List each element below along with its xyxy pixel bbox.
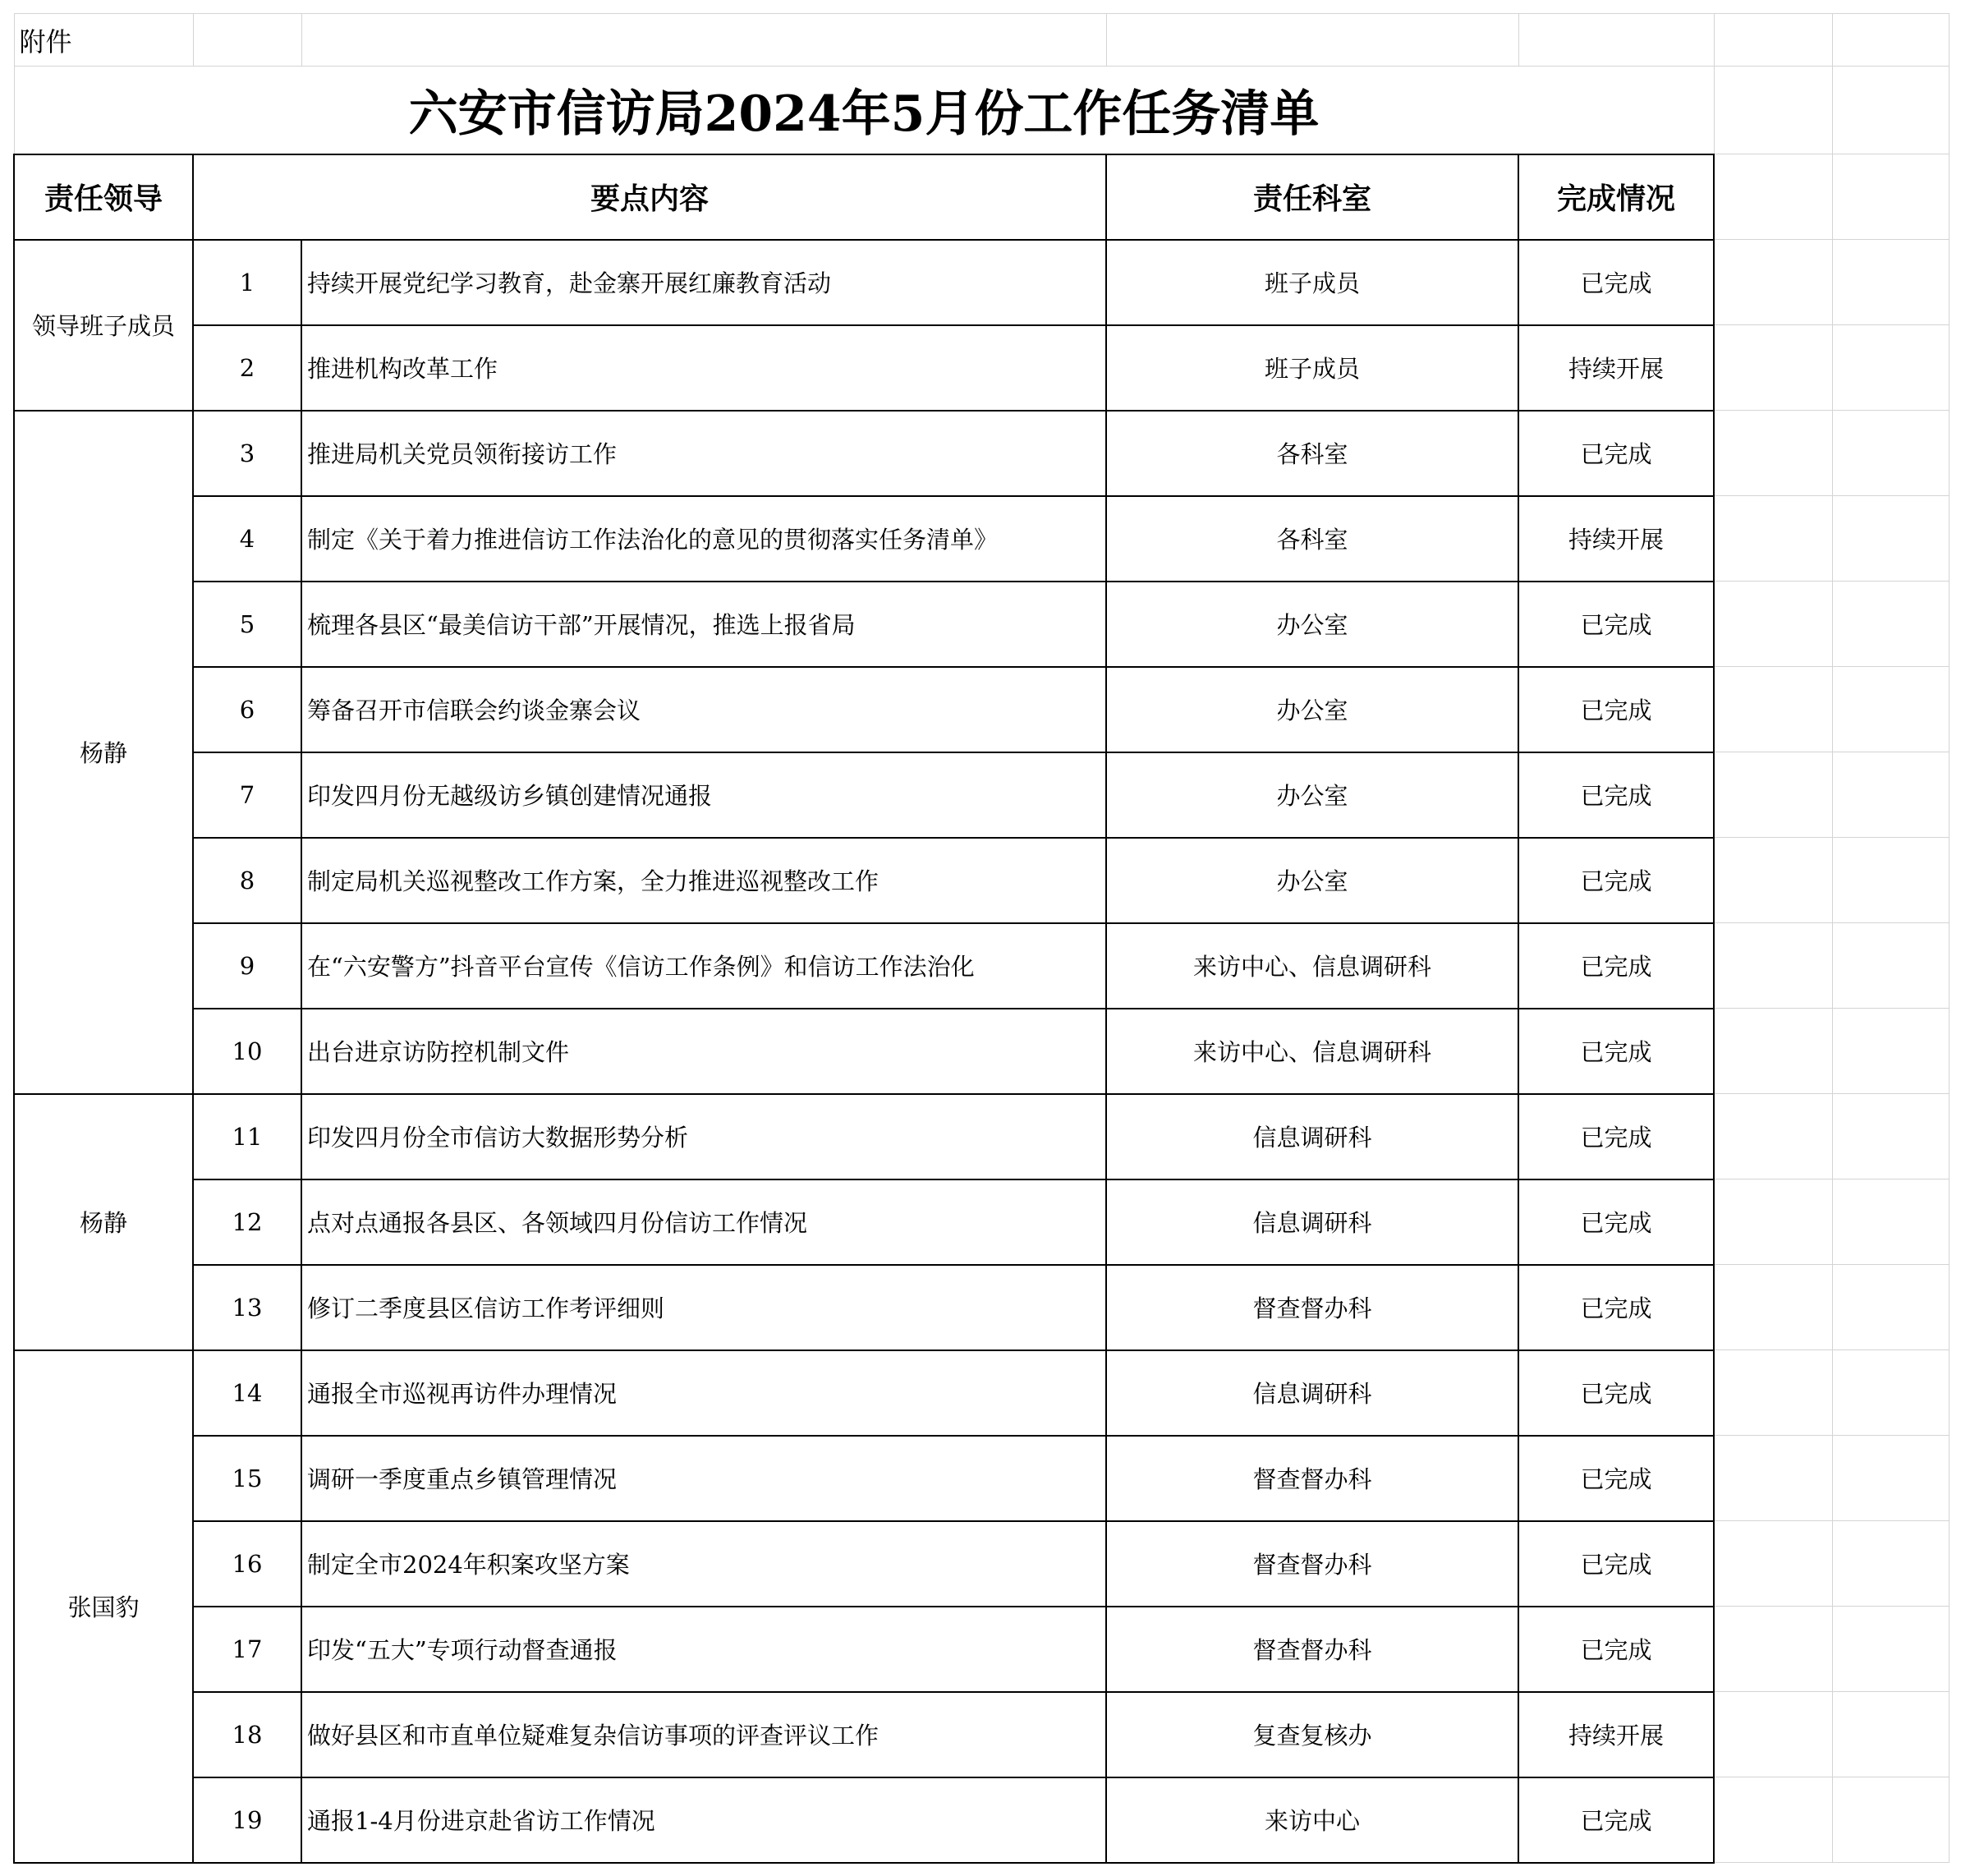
status-cell[interactable]: 持续开展: [1518, 496, 1714, 582]
status-cell[interactable]: 已完成: [1518, 1777, 1714, 1863]
status-cell[interactable]: 已完成: [1518, 752, 1714, 838]
empty-cell[interactable]: [1518, 14, 1714, 67]
empty-cell[interactable]: [1832, 411, 1949, 496]
empty-cell[interactable]: [1832, 1607, 1949, 1692]
table-row: [14, 1009, 1949, 1094]
empty-cell[interactable]: [1832, 838, 1949, 923]
task-content[interactable]: 制定局机关巡视整改工作方案，全力推进巡视整改工作: [301, 838, 1106, 923]
row-number[interactable]: 10: [193, 1009, 301, 1094]
department-cell[interactable]: 督查督办科: [1106, 1607, 1518, 1692]
department-cell[interactable]: 信息调研科: [1106, 1094, 1518, 1179]
task-content[interactable]: 制定全市2024年积案攻坚方案: [301, 1521, 1106, 1607]
task-content[interactable]: 调研一季度重点乡镇管理情况: [301, 1436, 1106, 1521]
table-row: [14, 1521, 1949, 1607]
status-cell[interactable]: 已完成: [1518, 1350, 1714, 1436]
department-cell[interactable]: 信息调研科: [1106, 1350, 1518, 1436]
task-content[interactable]: 修订二季度县区信访工作考评细则: [301, 1265, 1106, 1350]
empty-cell[interactable]: [1832, 240, 1949, 325]
empty-cell[interactable]: [1832, 496, 1949, 582]
status-cell[interactable]: 已完成: [1518, 411, 1714, 496]
department-cell[interactable]: 办公室: [1106, 752, 1518, 838]
task-content[interactable]: 印发“五大”专项行动督查通报: [301, 1607, 1106, 1692]
empty-cell[interactable]: [301, 14, 1106, 67]
empty-cell[interactable]: [1832, 1521, 1949, 1607]
empty-cell[interactable]: [1106, 14, 1518, 67]
empty-cell[interactable]: [1714, 1350, 1832, 1436]
empty-cell[interactable]: [1832, 1692, 1949, 1777]
table-row: [14, 582, 1949, 667]
row-number[interactable]: 2: [193, 325, 301, 411]
row-number[interactable]: 18: [193, 1692, 301, 1777]
department-cell[interactable]: 办公室: [1106, 667, 1518, 752]
empty-cell[interactable]: [1714, 496, 1832, 582]
task-content[interactable]: 筹备召开市信联会约谈金寨会议: [301, 667, 1106, 752]
task-content[interactable]: 持续开展党纪学习教育，赴金寨开展红廉教育活动: [301, 240, 1106, 325]
empty-cell[interactable]: [1832, 154, 1949, 240]
status-cell[interactable]: 已完成: [1518, 1094, 1714, 1179]
task-content[interactable]: 印发四月份无越级访乡镇创建情况通报: [301, 752, 1106, 838]
department-cell[interactable]: 班子成员: [1106, 325, 1518, 411]
row-number[interactable]: 11: [193, 1094, 301, 1179]
empty-cell[interactable]: [1714, 667, 1832, 752]
table-row: [14, 923, 1949, 1009]
task-list-sheet: [13, 13, 1950, 1864]
table-row: [14, 1692, 1949, 1777]
row-number[interactable]: 9: [193, 923, 301, 1009]
leader-cell[interactable]: 领导班子成员: [14, 240, 193, 411]
row-number[interactable]: 5: [193, 582, 301, 667]
task-content[interactable]: 印发四月份全市信访大数据形势分析: [301, 1094, 1106, 1179]
empty-cell[interactable]: [1832, 1265, 1949, 1350]
department-cell[interactable]: 复查复核办: [1106, 1692, 1518, 1777]
empty-cell[interactable]: [1714, 240, 1832, 325]
empty-cell[interactable]: [1714, 923, 1832, 1009]
department-cell[interactable]: 督查督办科: [1106, 1436, 1518, 1521]
task-content[interactable]: 点对点通报各县区、各领域四月份信访工作情况: [301, 1179, 1106, 1265]
empty-cell[interactable]: [1832, 752, 1949, 838]
department-cell[interactable]: 来访中心、信息调研科: [1106, 923, 1518, 1009]
row-number[interactable]: 13: [193, 1265, 301, 1350]
row-number[interactable]: 1: [193, 240, 301, 325]
page-title[interactable]: 六安市信访局2024年5月份工作任务清单: [14, 67, 1714, 154]
table-row: [14, 1265, 1949, 1350]
empty-cell[interactable]: [1714, 154, 1832, 240]
row-number[interactable]: 7: [193, 752, 301, 838]
department-cell[interactable]: 各科室: [1106, 411, 1518, 496]
row-number[interactable]: 16: [193, 1521, 301, 1607]
row-number[interactable]: 4: [193, 496, 301, 582]
leader-cell[interactable]: 张国豹: [14, 1350, 193, 1863]
status-cell[interactable]: 已完成: [1518, 1436, 1714, 1521]
task-content[interactable]: 通报全市巡视再访件办理情况: [301, 1350, 1106, 1436]
row-number[interactable]: 3: [193, 411, 301, 496]
department-cell[interactable]: 信息调研科: [1106, 1179, 1518, 1265]
row-number[interactable]: 19: [193, 1777, 301, 1863]
table-row: [14, 1350, 1949, 1436]
department-cell[interactable]: 班子成员: [1106, 240, 1518, 325]
empty-cell[interactable]: [1714, 1009, 1832, 1094]
empty-cell[interactable]: [1832, 14, 1949, 67]
status-cell[interactable]: 已完成: [1518, 1009, 1714, 1094]
empty-cell[interactable]: [1714, 1179, 1832, 1265]
department-cell[interactable]: 督查督办科: [1106, 1265, 1518, 1350]
empty-cell[interactable]: [1714, 1521, 1832, 1607]
empty-cell[interactable]: [1832, 1436, 1949, 1521]
row-number[interactable]: 15: [193, 1436, 301, 1521]
task-content[interactable]: 在“六安警方”抖音平台宣传《信访工作条例》和信访工作法治化: [301, 923, 1106, 1009]
status-cell[interactable]: 已完成: [1518, 667, 1714, 752]
department-cell[interactable]: 办公室: [1106, 838, 1518, 923]
status-cell[interactable]: 已完成: [1518, 1521, 1714, 1607]
table-row: [14, 1094, 1949, 1179]
status-cell[interactable]: 持续开展: [1518, 325, 1714, 411]
table-row: [14, 496, 1949, 582]
table-row: [14, 325, 1949, 411]
table-row: [14, 240, 1949, 325]
header-department[interactable]: 责任科室: [1106, 154, 1518, 240]
department-cell[interactable]: 来访中心: [1106, 1777, 1518, 1863]
empty-cell[interactable]: [1832, 1094, 1949, 1179]
department-cell[interactable]: 各科室: [1106, 496, 1518, 582]
empty-cell[interactable]: [1714, 1094, 1832, 1179]
table-row: [14, 838, 1949, 923]
leader-cell[interactable]: 杨静: [14, 1094, 193, 1350]
row-number[interactable]: 12: [193, 1179, 301, 1265]
empty-cell[interactable]: [1714, 14, 1832, 67]
table-row: [14, 1179, 1949, 1265]
empty-cell[interactable]: [1714, 67, 1832, 154]
row-number[interactable]: 17: [193, 1607, 301, 1692]
empty-cell[interactable]: [1714, 1265, 1832, 1350]
empty-cell[interactable]: [1832, 1777, 1949, 1863]
row-number[interactable]: 8: [193, 838, 301, 923]
status-cell[interactable]: 持续开展: [1518, 1692, 1714, 1777]
status-cell[interactable]: 已完成: [1518, 1179, 1714, 1265]
attachment-label[interactable]: 附件: [14, 14, 193, 67]
leader-cell[interactable]: 杨静: [14, 411, 193, 1094]
status-cell[interactable]: 已完成: [1518, 1607, 1714, 1692]
empty-cell[interactable]: [1832, 667, 1949, 752]
task-content[interactable]: 制定《关于着力推进信访工作法治化的意见的贯彻落实任务清单》: [301, 496, 1106, 582]
empty-cell[interactable]: [1714, 838, 1832, 923]
task-content[interactable]: 梳理各县区“最美信访干部”开展情况，推选上报省局: [301, 582, 1106, 667]
status-cell[interactable]: 已完成: [1518, 838, 1714, 923]
task-content[interactable]: 通报1-4月份进京赴省访工作情况: [301, 1777, 1106, 1863]
empty-cell[interactable]: [1714, 582, 1832, 667]
table-row: [14, 1777, 1949, 1863]
table-row: [14, 667, 1949, 752]
empty-cell[interactable]: [1714, 1692, 1832, 1777]
empty-cell[interactable]: [1832, 1350, 1949, 1436]
task-content[interactable]: 推进机构改革工作: [301, 325, 1106, 411]
empty-cell[interactable]: [1714, 752, 1832, 838]
empty-cell[interactable]: [1832, 923, 1949, 1009]
status-cell[interactable]: 已完成: [1518, 1265, 1714, 1350]
table-row: [14, 411, 1949, 496]
department-cell[interactable]: 办公室: [1106, 582, 1518, 667]
task-content[interactable]: 做好县区和市直单位疑难复杂信访事项的评查评议工作: [301, 1692, 1106, 1777]
status-cell[interactable]: 已完成: [1518, 240, 1714, 325]
table-row: [14, 1607, 1949, 1692]
row-number[interactable]: 14: [193, 1350, 301, 1436]
empty-cell[interactable]: [1714, 1777, 1832, 1863]
empty-cell[interactable]: [1714, 1436, 1832, 1521]
table-row: [14, 752, 1949, 838]
status-cell[interactable]: 已完成: [1518, 923, 1714, 1009]
task-content[interactable]: 推进局机关党员领衔接访工作: [301, 411, 1106, 496]
header-content[interactable]: 要点内容: [193, 154, 1106, 240]
status-cell[interactable]: 已完成: [1518, 582, 1714, 667]
header-leader[interactable]: 责任领导: [14, 154, 193, 240]
header-status[interactable]: 完成情况: [1518, 154, 1714, 240]
task-content[interactable]: 出台进京访防控机制文件: [301, 1009, 1106, 1094]
department-cell[interactable]: 来访中心、信息调研科: [1106, 1009, 1518, 1094]
empty-cell[interactable]: [1714, 411, 1832, 496]
row-number[interactable]: 6: [193, 667, 301, 752]
empty-cell[interactable]: [1832, 67, 1949, 154]
table-row: [14, 1436, 1949, 1521]
empty-cell[interactable]: [1832, 1179, 1949, 1265]
empty-cell[interactable]: [1714, 1607, 1832, 1692]
empty-cell[interactable]: [1832, 1009, 1949, 1094]
department-cell[interactable]: 督查督办科: [1106, 1521, 1518, 1607]
empty-cell[interactable]: [193, 14, 301, 67]
empty-cell[interactable]: [1714, 325, 1832, 411]
empty-cell[interactable]: [1832, 582, 1949, 667]
empty-cell[interactable]: [1832, 325, 1949, 411]
